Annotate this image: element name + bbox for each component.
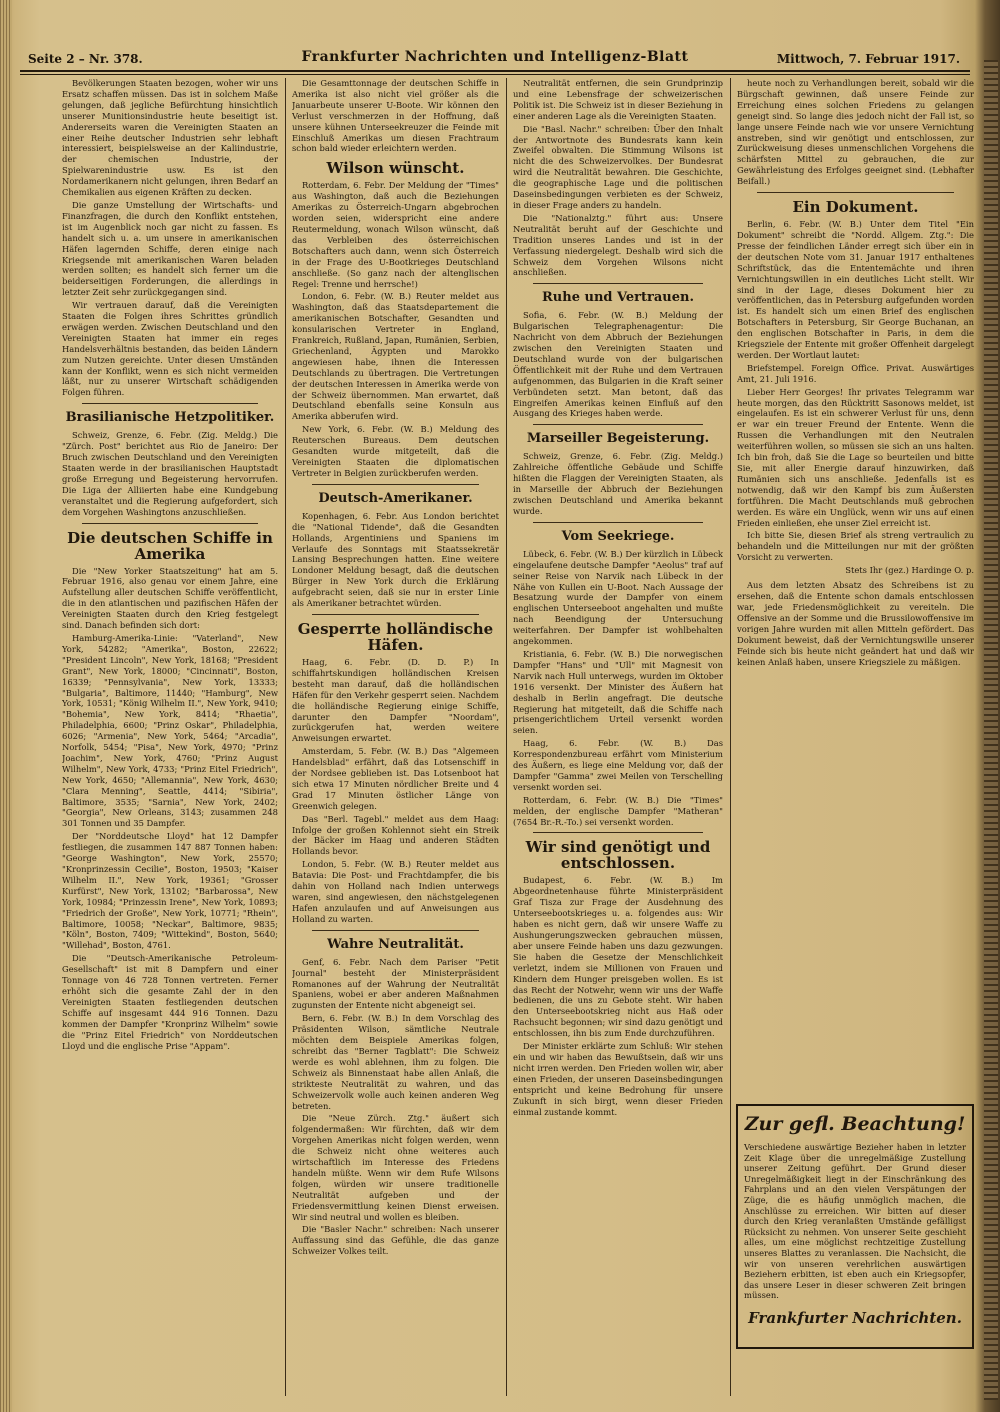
article-paragraph: Genf, 6. Febr. Nach dem Pariser "Petit Journal" besteht der Ministerpräsident Romanones auf der Wahrung der Neutralität Spaniens, wobei er aber anderen Maßnahmen zugunsten der Entente nicht abgeneigt sei. [292, 956, 499, 1011]
article-paragraph: Die "Neue Zürch. Ztg." äußert sich folgendermaßen: Wir fürchten, daß wir dem Vorgehen Amerikas nicht folgen werden, wenn die Schweiz nicht ohne weiteres auch wirtschaftlich im Interesse des Friedens handeln müßte. Wenn wir dem Rufe Wilsons folgen, würden wir unsere traditionelle Neutralität aufgeben und der Friedensvermittlung keinen Dienst erweisen. Wir sind neutral und wollen es bleiben. [292, 1113, 499, 1222]
article-paragraph: Wir vertrauen darauf, daß die Vereinigten Staaten die Folgen ihres Schrittes gründlich erwägen werden. Zwischen Deutschland und den Vereinigten Staaten hat immer ein reges Handelsverhältnis bestanden, das beiden Ländern zum Nutzen gereichte. Unter diesen Umständen kann der Konflikt, wenn es sich nicht vermeiden läßt, nur zu unserer Wirtschaft schädigenden Folgen führen. [62, 300, 278, 398]
article-paragraph: Die "New Yorker Staatszeitung" hat am 5. Februar 1916, also genau vor einem Jahre, eine Aufstellung aller deutschen Schiffe veröffentlicht, die in den atlantischen und pazifischen Häfen der Vereinigten Staaten durch den Krieg festgelegt sind. Danach befinden sich dort: [62, 565, 278, 631]
article-paragraph: Neutralität entfernen, die sein Grundprinzip und eine Lebensfrage der schweizerischen Politik ist. Die Schweiz ist in dieser Beziehung in einer anderen Lage als die Vereinigten Staaten. [513, 78, 723, 121]
article-separator [82, 403, 258, 404]
article-paragraph: Das "Berl. Tagebl." meldet aus dem Haag: Infolge der großen Kohlennot sieht ein Streik der Bäcker im Haag und anderen Städten Hollands bevor. [292, 813, 499, 857]
article-paragraph: Haag, 6. Febr. (D. D. P.) In schiffahrtskundigen holländischen Kreisen besteht man darauf, daß die holländischen Häfen für den Verkehr gesperrt seien. Nachdem die holländische Regierung einige Schiffe, darunter den Dampfer "Noordam", zurückgerufen hat, werden weitere Anweisungen erwartet. [292, 656, 499, 744]
issue-date: Mittwoch, 7. Februar 1917. [776, 52, 960, 66]
headline-wilson: Wilson wünscht. [326, 159, 465, 178]
article-separator [757, 192, 954, 193]
article-separator [533, 424, 703, 425]
header-rule [20, 70, 970, 72]
headline-neutralitaet: Wahre Neutralität. [327, 936, 464, 952]
article-paragraph: Haag, 6. Febr. (W. B.) Das Korrespondenzbureau erfährt vom Ministerium des Äußern, es liege eine Meldung vor, daß der Dampfer "Gamma" zwei Meilen von Terschelling versenkt worden sei. [513, 738, 723, 792]
column-1 [62, 78, 278, 1398]
notice-title: Zur gefl. Beachtung! [744, 1113, 966, 1135]
article-paragraph: Die "Nationalztg." führt aus: Unsere Neutralität beruht auf der Geschichte und Tradition unseres Landes und ist in der Verfassung niedergelegt. Deshalb wird sich die Schweiz dem Vorgehen Wilsons nicht anschließen. [513, 212, 723, 278]
article-paragraph: Bevölkerungen Staaten bezogen, woher wir uns Ersatz schaffen müssen. Das ist in solchem Maße gelungen, daß jegliche Befürchtung hinsichtlich unserer Munitionsindustrie heute beseitigt ist. Andererseits waren die Vereinigten Staaten an einer Reihe deutscher Industrien sehr lebhaft interessiert, beispielsweise an der Kaliindustrie, der chemischen Industrie, der Spielwarenindustrie usw. Es ist den Nordamerikanern nicht gelungen, ihren Bedarf an Chemikalien aus eigenen Kräften zu decken. [62, 78, 278, 198]
column-2 [292, 78, 499, 1398]
article-paragraph: Die "Basl. Nachr." schreiben: Über den Inhalt der Antwortnote des Bundesrats kann kein Zweifel obwalten. Die Stimmung Wilsons ist nicht die des Schweizervolkes. Der Bundesrat wird die Neutralität bewahren. Die Geschichte, die geographische Lage und die politischen Daseinsbedingungen verbieten es der Schweiz, in dieser Frage anders zu handeln. [513, 123, 723, 210]
article-paragraph: Lübeck, 6. Febr. (W. B.) Der kürzlich in Lübeck eingelaufene deutsche Dampfer "Aeolus" traf auf seiner Reise von Narvik nach Lübeck in der Nähe von Kullen ein U-Boot. Nach Aussage der Besatzung wurde der Dampfer von einem englischen Unterseeboot angehalten und mußte nach Beendigung der Untersuchung weiterfahren. Der Dampfer ist wohlbehalten angekommen. [513, 548, 723, 647]
article-paragraph: London, 5. Febr. (W. B.) Reuter meldet aus Batavia: Die Post- und Frachtdampfer, die bis dahin von Holland nach Indien unterwegs waren, sind angewiesen, den nächstgelegenen Hafen anzulaufen und auf Anweisungen aus Holland zu warten. [292, 859, 499, 924]
article-paragraph: Die Gesamttonnage der deutschen Schiffe in Amerika ist also nicht viel größer als die Januarbeute unserer U-Boote. Wir können den Verlust verschmerzen in der Hoffnung, daß unsere kühnen Unterseekreuzer die Feinde mit Einschluß Amerikas um diesen Frachtraum schon bald wieder erleichtern werden. [292, 78, 499, 154]
article-paragraph: Berlin, 6. Febr. (W. B.) Unter dem Titel "Ein Dokument" schreibt die "Nordd. Allgem. Ztg.": Die Presse der feindlichen Länder erregt sich über ein in der deutschen Note vom 31. Januar 1917 enthaltenes Schriftstück, das die Ententemächte und ihren Vernichtungswillen in ein deutliches Licht stellt. Wir sind in der Lage, dieses Dokument hier zu veröffentlichen, das in Petersburg aufgefunden worden ist. Es handelt sich um einen Brief des englischen Botschafters in Petersburg, Sir George Buchanan, an den englischen Botschafter in Paris, in dem die Kriegsziele der Entente mit großer Offenheit dargelegt werden. Der Wortlaut lautet: [737, 219, 974, 360]
headline-haefen: Gesperrte holländische Häfen. [297, 619, 494, 654]
article-paragraph: Die ganze Umstellung der Wirtschafts- und Finanzfragen, die durch den Konflikt entstehen, ist im Augenblick noch gar nicht zu fassen. Es handelt sich u. a. um unsere in amerikanischen Häfen lagernden Schiffe, deren einige nach Kriegsende mit amerikanischen Waren beladen werden sollten; es handelt sich ferner um die beiderseitigen Forderungen, die allerdings in letzter Zeit sehr zurückgegangen sind. [62, 199, 278, 298]
article-paragraph: Die "Deutsch-Amerikanische Petroleum-Gesellschaft" ist mit 8 Dampfern und einer Tonnage von 46 728 Tonnen vertreten. Ferner erhöht sich die gesamte Zahl der in den Vereinigten Staaten festliegenden deutschen Schiffe auf insgesamt 444 916 Tonnen. Dazu kommen der Dampfer "Kronprinz Wilhelm" sowie die "Prinz Eitel Friedrich" von Norddeutschen Lloyd und die englische Prise "Appam". [62, 953, 278, 1051]
article-paragraph: Aus dem letzten Absatz des Schreibens ist zu ersehen, daß die Entente schon damals entschlossen war, jede Friedensmöglichkeit zu vereiteln. Die Offensive an der Somme und die Brussilowoffensive im vorigen Jahre wurden mit allen Mitteln gefördert. Das Dokument beweist, daß der Vernichtungswille unserer Feinde sich bis heute nicht geändert hat und daß wir keinen Anlaß haben, unsere Kriegsziele zu mäßigen. [737, 580, 974, 667]
article-separator [312, 614, 479, 615]
masthead [20, 48, 970, 70]
article-paragraph: New York, 6. Febr. (W. B.) Meldung des Reuterschen Bureaus. Dem deutschen Gesandten wurde mitgeteilt, daß die Vereinigten Staaten die diplomatischen Vertreter in Belgien zurückberufen werden. [292, 424, 499, 478]
headline-deutsch-amerikaner: Deutsch-Amerikaner. [318, 490, 473, 506]
article-paragraph: Amsterdam, 5. Febr. (W. B.) Das "Algemeen Handelsblad" erfährt, daß das Lotsenschiff in der Nordsee geblieben ist. Das Lotsenboot hat sich etwa 17 Minuten nördlicher Breite und 4 Grad 17 Minuten östlicher Länge von Greenwich gelegen. [292, 746, 499, 811]
article-paragraph: heute noch zu Verhandlungen bereit, sobald wir die Bürgschaft gewinnen, daß unsere Feinde zur Erreichung eines solchen Friedens zu gelangen geneigt sind. So lange dies jedoch nicht der Fall ist, so lange unsere Feinde nach wie vor unsere Vernichtung anstreben, sind wir genötigt und entschlossen, zur Zurückweisung dieses unmenschlichen Vorgehens die schärfsten Mittel zu gebrauchen, die zur Gewährleistung des Erfolges geeignet sind. (Lebhafter Beifall.) [737, 78, 974, 187]
page-stack-edge-left [0, 0, 12, 1412]
headline-dokument: Ein Dokument. [792, 198, 919, 217]
headline-brasil: Brasilianische Hetzpolitiker. [65, 410, 275, 426]
column-divider [285, 78, 286, 1396]
column-4 [737, 78, 974, 1098]
ship-list: Hamburg-Amerika-Linie: "Vaterland", New York, 54282; "Amerika", Boston, 22622; "President Lincoln", New York, 18168; "President Grant", New York, 18000; "Cincinnati", Boston, 16339; "Pennsylvania", New York, 13333; "Bulgaria", Baltimore, 11440; "Hamburg", New York, 10531; "König Wilhelm II.", New York, 9410; "Bohemia", New York, 8414; "Rhaetia", Philadelphia, 6600; "Prinz Oskar", Philadelphia, 6026; "Armenia", New York, 5464; "Arcadia", Norfolk, 5454; "Pisa", New York, 4970; "Prinz Joachim", New York, 4760; "Prinz August Wilhelm", New York, 4733; "Prinz Eitel Friedrich", New York, 4650; "Allemannia", New York, 4630; "Clara Menning", Seattle, 4414; "Sibiria", Baltimore, 3535; "Sarnia", New York, 2402; "Georgia", New Orleans, 3143; zusammen 248 301 Tonnen und 35 Dampfer. [62, 632, 278, 829]
article-separator [312, 930, 479, 931]
article-paragraph: Budapest, 6. Febr. (W. B.) Im Abgeordnetenhause führte Ministerpräsident Graf Tisza zur Frage der Ausdehnung des Unterseebootskrieges u. a. folgendes aus: Wir haben es nicht gern, daß wir unsere Waffe zu Aushungerungszwecken gebrauchen müssen, aber unsere Feinde haben uns dazu gezwungen. Sie haben die Gesetze der Menschlichkeit verletzt, indem sie Millionen von Frauen und Kindern dem Hunger preisgeben wollen. Es ist das Recht der Notwehr, wenn wir uns der Waffe bedienen, die uns zu Gebote steht. Wir haben den Unterseebootskrieg nicht aus Haß oder Rachsucht begonnen; wir sind dazu genötigt und entschlossen, ihn bis zum Ende durchzuführen. [513, 875, 723, 1039]
article-separator [533, 832, 703, 833]
article-paragraph: Rotterdam, 6. Febr. (W. B.) Die "Times" melden, der englische Dampfer "Matheran" (7654 Br.-R.-To.) sei versenkt worden. [513, 794, 723, 827]
header-rule-thin [20, 74, 970, 75]
column-divider [730, 78, 731, 1396]
article-separator [533, 283, 703, 284]
column-3 [513, 78, 723, 1398]
article-separator [533, 522, 703, 523]
notice-text: Verschiedene auswärtige Bezieher haben in letzter Zeit Klage über die unregelmäßige Zustellung unserer Zeitung geführt. Der Grund dieser Unregelmäßigkeit liegt in der Einschränkung des Fahrplans und an den vielen Verspätungen der Züge, die es häufig unmöglich machen, die Anschlüsse zu erreichen. Wir bitten auf dieser durch den Krieg veranlaßten Umstände gefälligst Rücksicht zu nehmen. Von unserer Seite geschieht alles, um eine möglichst rechtzeitige Zustellung unseres Blattes zu veranlassen. Die Nachsicht, die wir von unseren verehrlichen auswärtigen Beziehern erbitten, ist eben auch ein Kriegsopfer, das unsere Leser in dieser schweren Zeit bringen müssen. [744, 1142, 966, 1301]
article-paragraph: London, 6. Febr. (W. B.) Reuter meldet aus Washington, daß das Staatsdepartement die amerikanischen Botschafter, Gesandten und konsularischen Vertreter in England, Frankreich, Rußland, Japan, Rumänien, Serbien, Griechenland, Ägypten und Marokko angewiesen habe, ihnen die Interessen Deutschlands zu übertragen. Die Vertretungen der deutschen Interessen in Amerika werde von der Schweiz übernommen. Man erwartet, daß Deutschland ebenfalls seine Konsuln aus Amerika abberufen wird. [292, 291, 499, 422]
article-paragraph: Rotterdam, 6. Febr. Der Meldung der "Times" aus Washington, daß auch die Beziehungen Amerikas zu Österreich-Ungarn abgebrochen worden seien, widerspricht eine andere Reutermeldung, wonach Wilson wünscht, daß das Verbleiben des österreichischen Botschafters auch dann, wenn sich Österreich in der Frage des U-Bootkrieges Deutschland anschließe. (So ganz nach der altenglischen Regel: Trenne und herrsche!) [292, 180, 499, 289]
article-paragraph: Sofia, 6. Febr. (W. B.) Meldung der Bulgarischen Telegraphenagentur: Die Nachricht von dem Abbruch der Beziehungen zwischen den Vereinigten Staaten und Deutschland wurde von der bulgarischen Öffentlichkeit mit der Ruhe und dem Vertrauen aufgenommen, das Bulgarien in die Kraft seiner Verbündeten setzt. Man betont, daß das Eingreifen Amerikas keinen Einfluß auf den Ausgang des Krieges haben werde. [513, 310, 723, 419]
article-paragraph: Bern, 6. Febr. (W. B.) In dem Vorschlag des Präsidenten Wilson, sämtliche Neutrale möchten dem Beispiele Amerikas folgen, schreibt das "Berner Tagblatt": Die Schweiz werde es wohl ablehnen, ihm zu folgen. Die Schweiz als Binnenstaat habe allen Anlaß, die strikteste Neutralität zu wahren, und das Schweizervolk wolle auch keinen anderen Weg betreten. [292, 1013, 499, 1111]
article-paragraph: Lieber Herr Georges! Ihr privates Telegramm war heute morgen, das den Rücktritt Sasonows meldet, ist eingelaufen. Es ist ein schwerer Verlust für uns, denn er war ein treuer Freund der Entente. Wenn die Russen die Verhandlungen mit den Neutralen weiterführen wollen, so müssen sie sich an uns halten. Ich bin froh, daß Sie die Lage so beurteilen und bitte Sie, mit aller Energie darauf hinzuwirken, daß Rumänien sich uns anschließe. Jedenfalls ist es notwendig, daß wir den Kampf bis zum Äußersten fortführen. Die Macht Deutschlands muß gebrochen werden. Es wäre ein Unglück, wenn wir uns auf einen Frieden einließen, ehe unser Ziel erreicht ist. [737, 386, 974, 528]
article-paragraph: Kopenhagen, 6. Febr. Aus London berichtet die "National Tidende", daß die Gesandten Hollands, Argentiniens und Spaniens im Verlaufe des Sonntags mit Staatssekretär Lansing Besprechungen hatten. Eine weitere Londoner Meldung besagt, daß die deutschen Bürger in New York durch die Erklärung aufgebracht seien, daß sie nur in erster Linie als Amerikaner betrachtet würden. [292, 510, 499, 609]
headline-marseille: Marseiller Begeisterung. [526, 431, 710, 447]
article-paragraph: Ich bitte Sie, diesen Brief als streng vertraulich zu behandeln und die Mitteilungen nur mit der größten Vorsicht zu verwerten. [737, 530, 974, 563]
article-paragraph: Briefstempel. Foreign Office. Privat. Auswärtiges Amt, 21. Juli 1916. [737, 362, 974, 384]
notice-box [736, 1104, 974, 1349]
column-divider [506, 78, 507, 1396]
letter-signature: Stets Ihr (gez.) Hardinge O. p. [845, 565, 974, 576]
headline-genoetigt: Wir sind genötigt und entschlossen. [525, 838, 711, 873]
article-paragraph: Kristiania, 6. Febr. (W. B.) Die norwegischen Dampfer "Hans" und "Ull" mit Magnesit von Narvik nach Hull unterwegs, wurden im Oktober 1916 versenkt. Der Minister des Äußern hat deshalb in Berlin angefragt. Die deutsche Regierung hat mitgeteilt, daß die Schiffe nach prisengerichtlichem Urteil versenkt worden seien. [513, 648, 723, 736]
notice-signature: Frankfurter Nachrichten. [748, 1308, 962, 1327]
headline-schiffe: Die deutschen Schiffe in Amerika [67, 528, 273, 563]
article-separator [312, 484, 479, 485]
article-separator [82, 523, 258, 524]
binding-edge-right [984, 60, 998, 1400]
newspaper-title: Frankfurter Nachrichten und Intelligenz-Blatt [301, 49, 689, 65]
article-paragraph: Schweiz, Grenze, 6. Febr. (Zig. Meldg.) Die "Zürch. Post" berichtet aus Rio de Janeiro: Der Bruch zwischen Deutschland und den Vereinigten Staaten werde in der brasilianischen Hauptstadt große Erregung und Begeisterung hervorrufen. Die Liga der Alliierten habe eine Kundgebung veranstaltet und die Regierung aufgefordert, sich dem Vorgehen Washingtons anzuschließen. [62, 430, 278, 517]
article-paragraph: Die "Basler Nachr." schreiben: Nach unserer Auffassung sind das Gefühle, die das ganze Schweizer Volkes teilt. [292, 1224, 499, 1257]
article-paragraph: Der Minister erklärte zum Schluß: Wir stehen ein und wir haben das Bewußtsein, daß wir uns nicht irren werden. Den Frieden wollen wir, aber einen Frieden, der unseren Daseinsbedingungen entspricht und keine Bedrohung für unsere Zukunft in sich birgt, wenn dieser Frieden einmal zustande kommt. [513, 1041, 723, 1117]
headline-seekrieg: Vom Seekriege. [561, 528, 675, 544]
page-number: Seite 2 – Nr. 378. [28, 52, 143, 66]
headline-ruhe: Ruhe und Vertrauen. [541, 290, 694, 306]
article-paragraph: Schweiz, Grenze, 6. Febr. (Zig. Meldg.) Zahlreiche öffentliche Gebäude und Schiffe hißten die Flaggen der Vereinigten Staaten, als in Marseille der Abbruch der Beziehungen zwischen Deutschland und Amerika bekannt wurde. [513, 451, 723, 516]
ship-list: Der "Norddeutsche Lloyd" hat 12 Dampfer festliegen, die zusammen 147 887 Tonnen haben: "George Washington", New York, 25570; "Kronprinzessin Cecilie", Boston, 19503; "Kaiser Wilhelm II.", New York, 19361; "Grosser Kurfürst", New York, 13102; "Barbarossa", New York, 10984; "Prinzessin Irene", New York, 10893; "Friedrich der Große", New York, 10771; "Rhein", Baltimore, 10058; "Neckar", Baltimore, 9835; "Köln", Boston, 7409; "Wittekind", Boston, 5640; "Willehad", Boston, 4761. [62, 831, 278, 951]
